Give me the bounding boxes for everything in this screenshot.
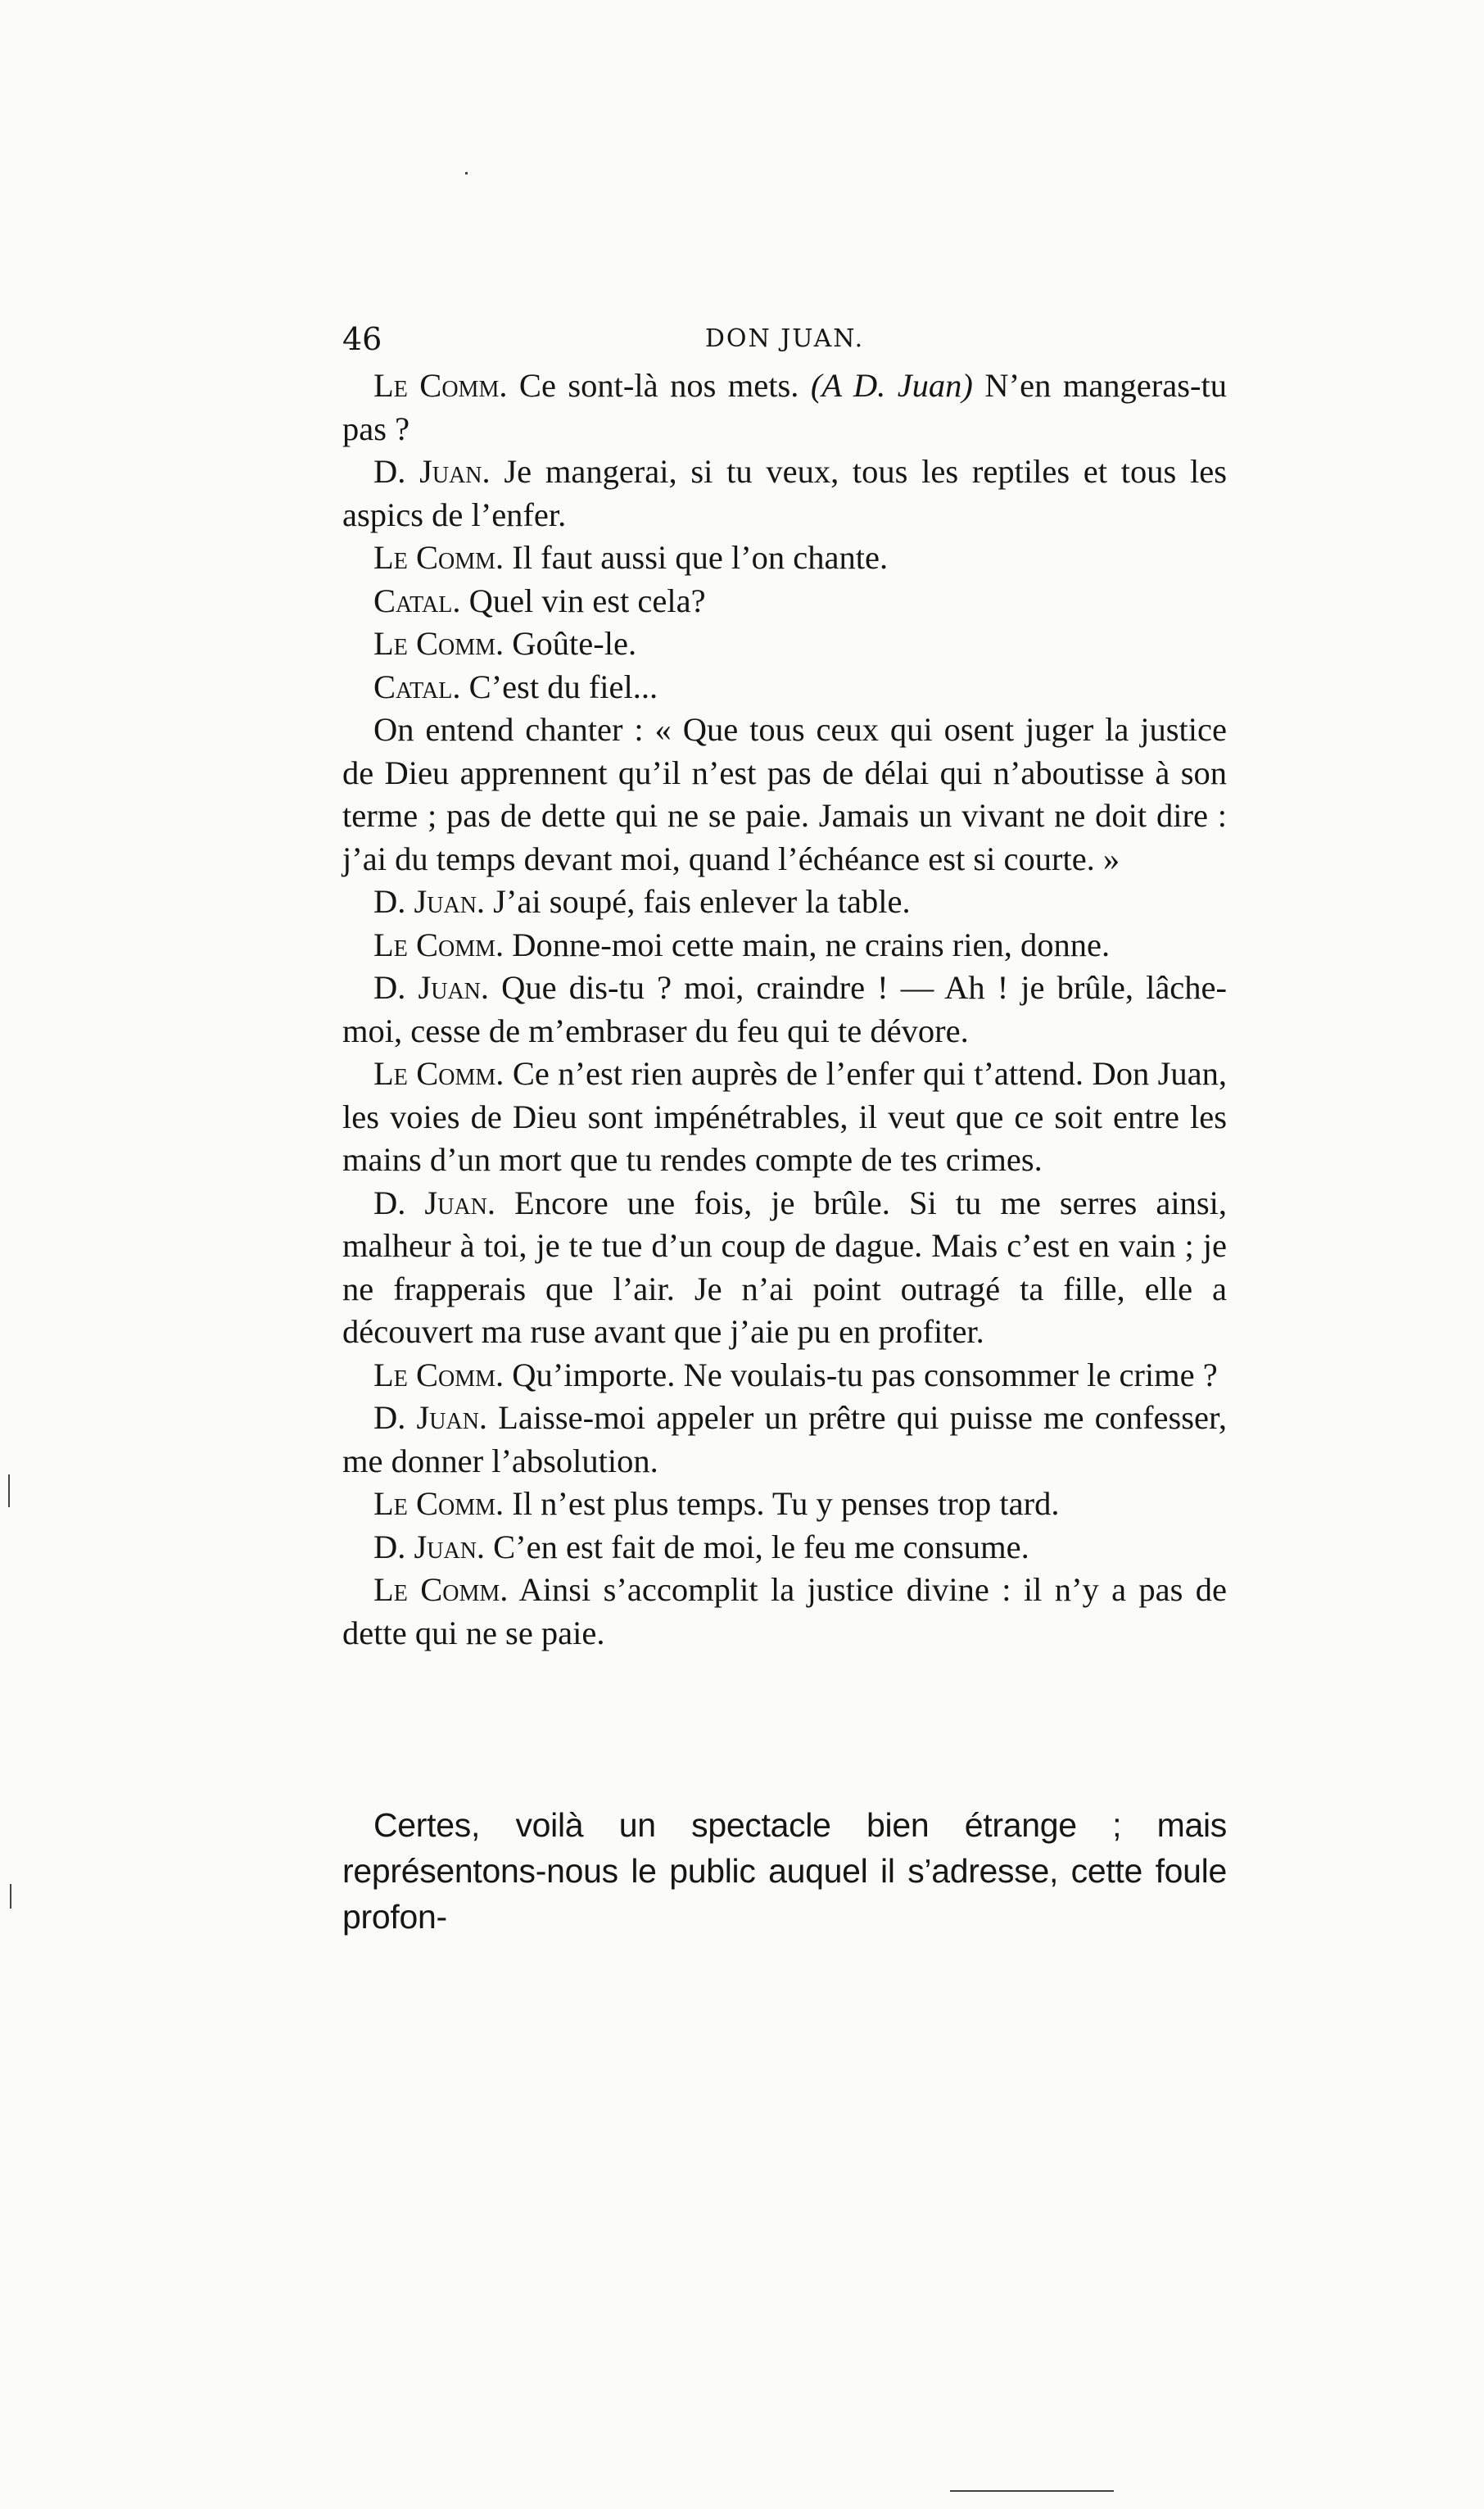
scan-speck [950,2490,1114,2492]
dialogue-line: D. Juan. Encore une fois, je brûle. Si tu me serres ainsi, malheur à toi, je te tue d’un coup de dague. Mais c’est en vain ; je ne frapperais que l’air. Je n’ai point outragé ta fille, elle a découvert ma ruse avant que j’aie pu en profiter. [342,1184,1227,1350]
dialogue-line: Le Comm. Donne-moi cette main, ne crains rien, donne. [373,926,1111,963]
stage-direction: On entend chanter : « Que tous ceux qui osent juger la justice de Dieu apprennent qu’il n’est pas de délai qui n’aboutisse à son terme ; pas de dette qui ne se paie. Jamais un vivant ne doit dire : j’ai du temps devant moi, quand l’échéance est si courte. » [342,711,1227,877]
dialogue-line: D. Juan. Que dis-tu ? moi, craindre ! — Ah ! je brûle, lâche-moi, cesse de m’embraser du feu qui te dévore. [342,969,1227,1049]
dialogue-line: D. Juan. Je mangerai, si tu veux, tous les reptiles et tous les aspics de l’enfer. [342,453,1227,533]
dialogue-line: Le Comm. Ce n’est rien auprès de l’enfer qui t’attend. Don Juan, les voies de Dieu sont impénétrables, il veut que ce soit entre les mains d’un mort que tu rendes compte de tes crimes. [342,1055,1227,1178]
page-header [342,321,1227,362]
essay-text: Certes, voilà un spectacle bien étrange ; mais représentons-nous le public auquel il s’adresse, cette foule profon- [342,1806,1227,1936]
dialogue-line: Le Comm. Il faut aussi que l’on chante. [373,539,889,576]
dialogue-block [342,365,1227,1655]
dialogue-line: Catal. Quel vin est cela? [373,582,706,619]
dialogue-line: Le Comm. Ce sont-là nos mets. (A D. Juan) N’en mangeras-tu pas ? [342,367,1227,447]
dialogue-line: Catal. C’est du fiel... [373,668,658,705]
scan-speck [8,1474,10,1507]
dialogue-line: D. Juan. C’en est fait de moi, le feu me consume. [373,1528,1029,1565]
dialogue-line: Le Comm. Goûte-le. [373,625,637,662]
scan-speck [10,1884,11,1909]
dialogue-line: D. Juan. J’ai soupé, fais enlever la table. [373,883,911,920]
dialogue-line: Le Comm. Il n’est plus temps. Tu y penses trop tard. [373,1485,1060,1522]
scan-speck [465,172,468,174]
page-number: 46 [342,321,382,357]
dialogue-line: Le Comm. Ainsi s’accomplit la justice divine : il n’y a pas de dette qui ne se paie. [342,1571,1228,1651]
dialogue-line: Le Comm. Qu’importe. Ne voulais-tu pas consommer le crime ? [373,1356,1218,1393]
essay-paragraph [342,1802,1227,1940]
dialogue-line: D. Juan. Laisse-moi appeler un prêtre qui puisse me confesser, me donner l’absolution. [342,1399,1227,1479]
running-head: DON JUAN. [704,324,865,353]
